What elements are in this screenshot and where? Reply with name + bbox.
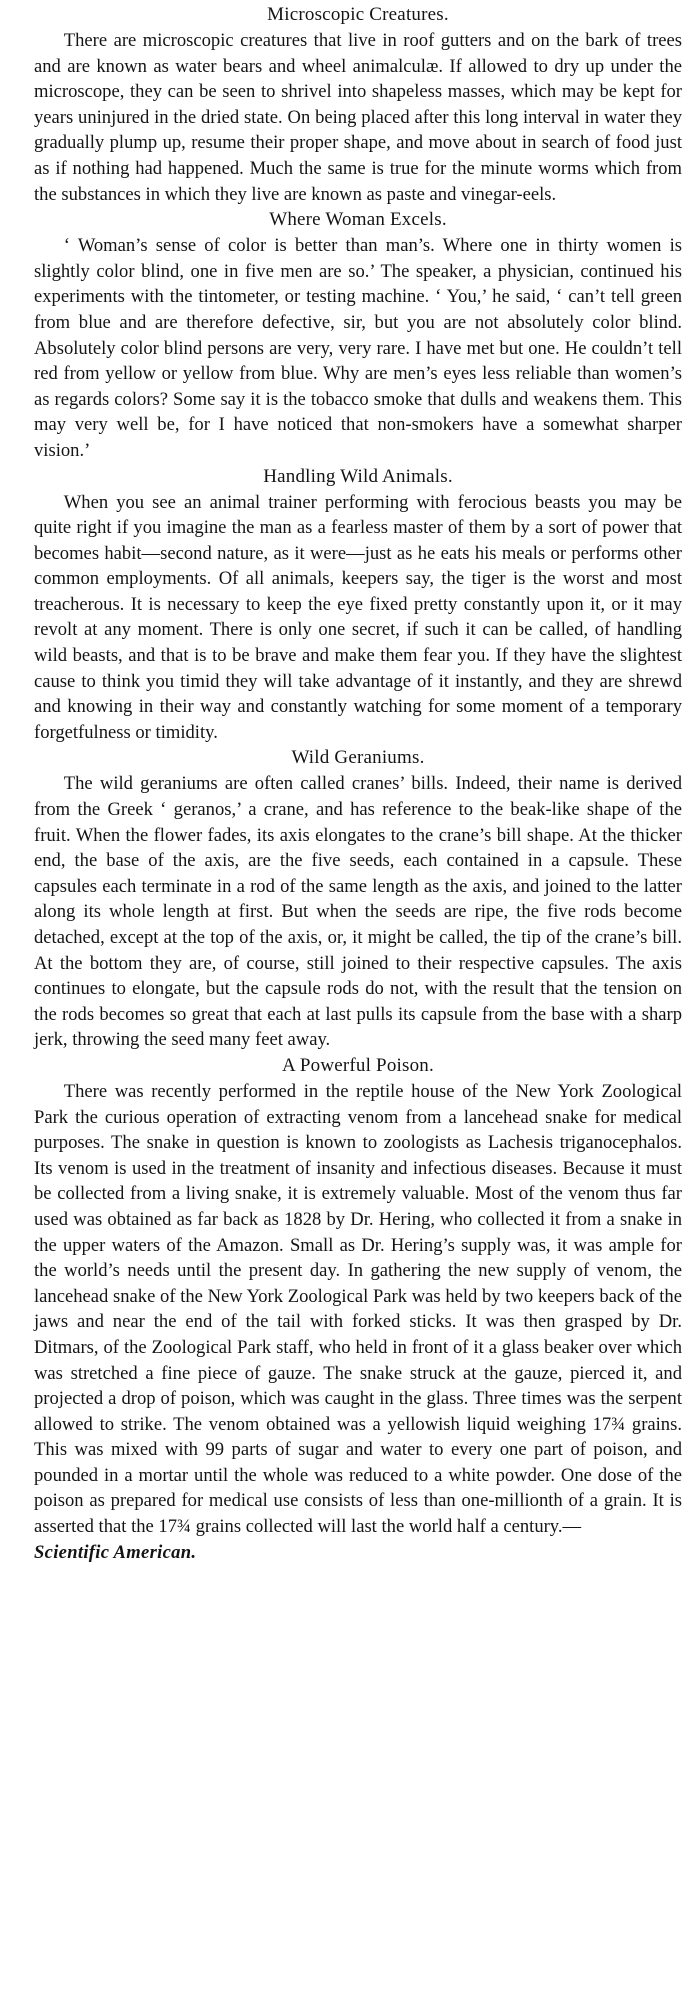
article-title: Handling Wild Animals. — [263, 465, 453, 487]
article-body: There are microscopic creatures that live in roof gutters and on the bark of trees and are known as water bears and wheel animalculæ. If allowed to dry up under the microscope, they can be seen to shrivel into shapeless masses, which may be kept for years uninjured in the dried state. On being placed after this long interval in water they gradually plump up, resume their proper shape, and move about in search of food just as if nothing had happened. Much the same is true for the minute worms which from the substances in which they live are known as paste and vinegar-eels. — [34, 30, 682, 205]
article-where-woman-excels — [34, 207, 682, 463]
article-body: When you see an animal trainer performing with ferocious beasts you may be quite right if you imagine the man as a fearless master of them by a sort of power that becomes habit—second nature, as it were—just as he eats his meals or performs other common employments. Of all animals, keepers say, the tiger is the worst and most treacherous. It is necessary to keep the eye fixed pretty constantly upon it, or it may revolt at any moment. There is only one secret, if such it can be called, of handling wild beasts, and that is to be brave and make them fear you. If they have the slightest cause to think you timid they will take advantage of it instantly, and they are shrewd and knowing in their way and constantly watching for some moment of a temporary forgetfulness or timidity. — [34, 491, 682, 743]
article-body: ‘ Woman’s sense of color is better than man’s. Where one in thirty women is slightly color blind, one in five men are so.’ The speaker, a physician, continued his experiments with the tintometer, or testing machine. ‘ You,’ he said, ‘ can’t tell green from blue and are therefore defective, sir, but you are not absolutely color blind. Absolutely color blind persons are very, very rare. I have met but one. He couldn’t tell red from yellow or yellow from blue. Why are men’s eyes less reliable than women’s as regards colors? Some say it is the tobacco smoke that dulls and weakens them. This may very well be, for I have noticed that non-smokers have a somewhat sharper vision.’ — [34, 235, 682, 461]
article-body — [34, 1079, 682, 1565]
article-title: Wild Geraniums. — [291, 747, 425, 769]
article-body: The wild geraniums are often called cranes’ bills. Indeed, their name is derived from the Greek ‘ geranos,’ a crane, and has reference to the beak-like shape of the fruit. When the flower fades, its axis elongates to the crane’s bill shape. At the thicker end, the base of the axis, are the five seeds, each contained in a capsule. These capsules each terminate in a rod of the same length as the axis, and joined to the latter along its whole length at first. But when the seeds are ripe, the five rods become detached, except at the top of the axis, or, it might be called, the tip of the crane’s bill. At the bottom they are, of course, still joined to their respective capsules. The axis continues to elongate, but the capsule rods do not, with the result that the tension on the rods becomes so great that each at last pulls its capsule from the base with a sharp jerk, throwing the seed many feet away. — [34, 773, 682, 1051]
article-title: Microscopic Creatures. — [267, 4, 449, 25]
article-handling-wild-animals — [34, 464, 682, 746]
article-body-text: There was recently performed in the reptile house of the New York Zoological Park the curious operation of extracting venom from a lancehead snake for medical purposes. The snake in question is known to zoologists as Lachesis triganocephalos. Its venom is used in the treatment of insanity and infectious diseases. Because it must be collected from a living snake, it is extremely valuable. Most of the venom thus far used was obtained as far back as 1828 by Dr. Hering, who collected it from a snake in the upper waters of the Amazon. Small as Dr. Hering’s supply was, it was ample for the world’s needs until the present day. In gathering the new supply of venom, the lancehead snake of the New York Zoological Park was held by two keepers back of the jaws and near the end of the tail with forked sticks. It was then grasped by Dr. Ditmars, of the Zoological Park staff, who held in front of it a glass beaker over which was stretched a fine piece of gauze. The snake struck at the gauze, pierced it, and projected a drop of poison, which was caught in the glass. Three times was the serpent allowed to strike. The venom obtained was a yellowish liquid weighing 17¾ grains. This was mixed with 99 parts of sugar and water to every one part of poison, and pounded in a mortar until the whole was reduced to a white powder. One dose of the poison as prepared for medical use consists of less than one-millionth of a grain. It is asserted that the 17¾ grains collected will last the world half a century.— — [34, 1080, 682, 1538]
article-title: A Powerful Poison. — [282, 1054, 434, 1076]
article-a-powerful-poison — [34, 1053, 682, 1565]
article-microscopic-creatures — [34, 2, 682, 207]
article-title: Where Woman Excels. — [269, 209, 447, 231]
article-wild-geraniums — [34, 745, 682, 1053]
source-credit: Scientific American. — [34, 1541, 197, 1563]
